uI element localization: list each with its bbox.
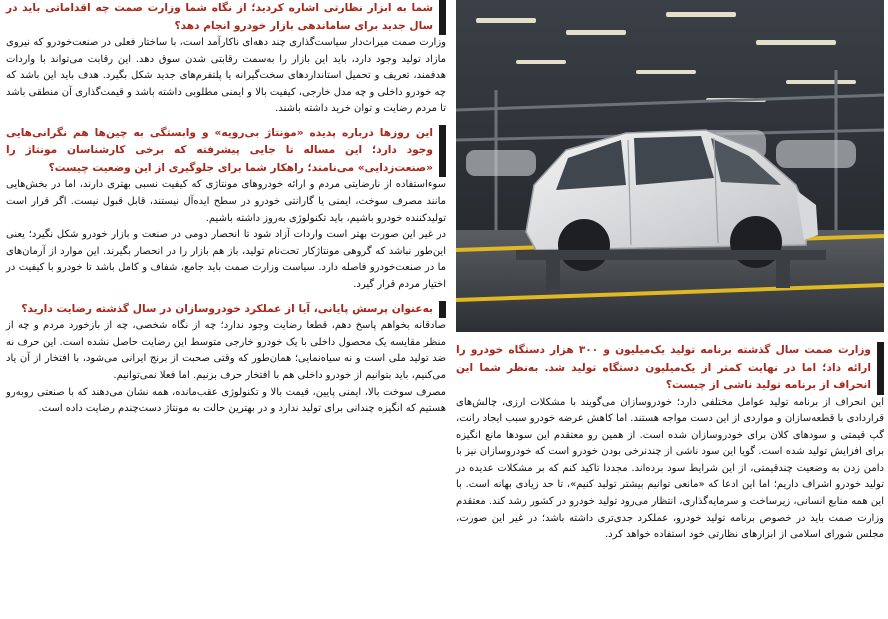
question-1: شما به ابزار نظارتی اشاره کردید؛ از نگاه شما وزارت صمت چه اقداماتی باید در سال جدید برای ساماندهی بازار خودرو انجام دهد؟: [6, 0, 446, 35]
answer-1: وزارت صمت میراث‌دار سیاست‌گذاری چند دهه‌ای ناکارآمد است، با ساختار فعلی در صنعت‌خودرو که نیروی مازاد تولید وجود دارد، باید این بازار را به‌سمت رقابتی شدن سوق دهد. این رقابت می‌تواند با واردات هدفمند، تعریف و تحمیل استانداردهای سخت‌گیرانه یا پلتفرم‌های جدید شکل بگیرد. هدف باید این باشد که چه خودرو داخلی و چه مدل خارجی، کیفیت بالا و ایمنی مطلوبی داشته باشد و قیمت‌گذاری آن منطقی باشد تا مردم رضایت و توان خرید داشته باشند.: [6, 37, 446, 115]
answer-4: این انحراف از برنامه تولید عوامل مختلفی دارد؛ خودروسازان می‌گویند با مشکلات ارزی، چالش‌های قراردادی با قطعه‌سازان و مواردی از این دست مواجه هستند. اما کاهش عرضه خودرو سبب ایجاد رانت، گپ قیمتی و سودهای کلان برای خودروسازان شده است. از همین رو معتقدم این سودها مانع انگیزه برای افزایش تولید شده است. گویا این سود ناشی از چندنرخی بودن خودرو است که خودروسازان نیز با دامن زدن به وضعیت چندقیمتی، از این شرایط سود برده‌اند. مجددا تاکید کنم که بر مشکلات عدیده در تولید خودرو اشراف داریم؛ اما این ادعا که «مانعی توانیم بیشتر تولید کنیم»، تا حد زیادی بهانه است. با این همه منابع انسانی، زیرساخت و سرمایه‌گذاری، انتظار می‌رود تولید خودرو در کشور رشد کند. معتقدم وزارت صمت باید در خصوص برنامه تولید خودرو، عملکرد جدی‌تری داشته باشد؛ در غیر این صورت، مجلس شورای اسلامی از ابزارهای نظارتی خود استفاده خواهد کرد.: [456, 396, 884, 541]
car-factory-photo: [456, 0, 884, 332]
right-column: [456, 0, 884, 544]
car-factory-illustration: [456, 0, 884, 332]
spacer: [456, 332, 884, 342]
answer-3b: مصرف سوخت بالا، ایمنی پایین، قیمت بالا و تکنولوژی عقب‌مانده، همه نشان می‌دهند که با صنعتی روبه‌رو هستیم که انگیزه چندانی برای تولید ندارد و در بهترین حالت به مونتاژ دست‌چندم رضایت داده است.: [6, 386, 446, 415]
answer-2a: سوءاستفاده از نارضایتی مردم و ارائه خودروهای مونتاژی که کیفیت نسبی بهتری دارند، اما در بخش‌هایی مانند مصرف سوخت، ایمنی یا گارانتی خودرو در سطح ایده‌آل نیستند، قابل قبول نیست. اگر قرار است تولیدکننده خودرو باشیم، باید تکنولوژی به‌روز داشته باشیم.: [6, 179, 446, 224]
question-3: به‌عنوان پرسش پایانی، آیا از عملکرد خودروسازان در سال گذشته رضایت دارید؟: [6, 301, 446, 319]
spacer: [6, 118, 446, 125]
left-column: [6, 0, 446, 418]
question-2: این روزها درباره پدیده «مونتاژ بی‌رویه» و وابستگی به چین‌ها هم نگرانی‌هایی وجود دارد؛ این مساله تا جایی پیشرفته که برخی کارشناسان مونتاژ را «صنعت‌زدایی» می‌نامند؛ راهکار شما برای جلوگیری از این وضعیت چیست؟: [6, 125, 446, 178]
answer-2b: در غیر این صورت بهتر است واردات آزاد شود تا انحصار دومی در صنعت و بازار خودرو شکل نگیرد؛ یعنی این‌طور نباشد که گروهی مونتاژکار تحت‌نام تولید، باز هم بازار را در انحصار بگیرند. این موارد از آرمان‌های ما در صنعت‌خودرو فاصله دارد. سیاست وزارت صمت باید جامع، شفاف و کامل باشد تا خودرو با کیفیت در اختیار مردم قرار گیرد.: [6, 229, 446, 291]
question-4: وزارت صمت سال گذشته برنامه تولید یک‌میلیون و ۳۰۰ هزار دستگاه خودرو را ارائه داد؛ اما در نهایت کمتر از یک‌میلیون دستگاه تولید شد. به‌نظر شما این انحراف از برنامه تولید ناشی از چیست؟: [456, 342, 884, 395]
spacer: [6, 294, 446, 301]
answer-3a: صادقانه بخواهم پاسخ دهم، قطعا رضایت وجود ندارد؛ چه از نگاه شخصی، چه از بازخورد مردم و چه از منظر مقایسه یک محصول داخلی با یک خودرو خارجی متوسط این رضایت حاصل نشده است. این حرف نه ضد تولید ملی است و نه سیاه‌نمایی؛ همان‌طور که وقتی صحبت از برنج ایرانی می‌شود، با افتخار از آن یاد می‌کنیم، باید بتوانیم از خودرو داخلی هم با افتخار حرف بزنیم. اما فعلا نمی‌توانیم.: [6, 320, 446, 381]
